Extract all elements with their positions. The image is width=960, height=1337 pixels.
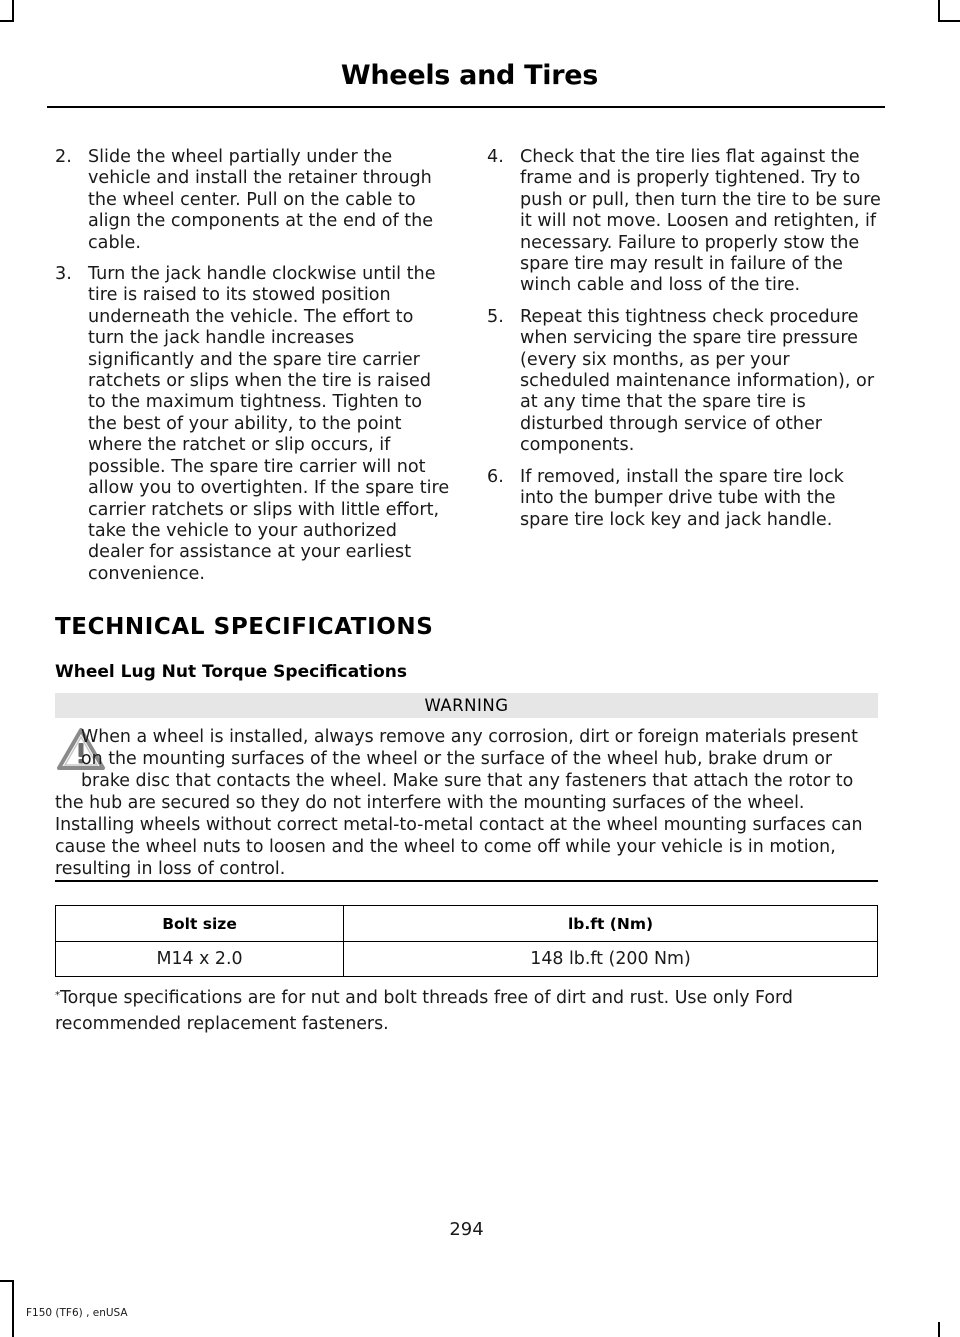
header-divider: [47, 106, 885, 108]
warning-label: WARNING: [55, 693, 878, 718]
footnote: [55, 985, 881, 1037]
list-item: [55, 147, 453, 254]
footer-document-id: F150 (TF6) , enUSA: [26, 1307, 128, 1319]
table-row: [56, 942, 878, 977]
crop-mark: [938, 1322, 940, 1337]
step-text: Slide the wheel partially under the vehicle and install the retainer through the wheel center. Pull on the cable to align the components at the end of the cable.: [88, 147, 434, 253]
warning-text: [55, 726, 881, 880]
list-item: [487, 467, 882, 531]
step-text: If removed, install the spare tire lock into the bumper drive tube with the spare tire lock key and jack handle.: [520, 466, 844, 530]
crop-mark: [12, 1280, 14, 1337]
crop-mark: [938, 20, 960, 22]
torque-spec-table: [55, 905, 878, 977]
step-text: Turn the jack handle clockwise until the tire is raised to its stowed position underneath the vehicle. The effort to turn the jack handle increases significantly and the spare tire carrier ratchets or slips when the tire is raised to the maximum tightness. Tighten to the best of your ability, to the point where the ratchet or slip occurs, if possible. The spare tire carrier will not allow you to overtighten. If the spare tire carrier ratchets or slips with little effort, take the vehicle to your authorized dealer for assistance at your earliest convenience.: [88, 264, 450, 584]
list-item: [487, 307, 882, 457]
list-item: [487, 147, 882, 297]
table-header-row: [56, 906, 878, 942]
warning-divider: [55, 880, 878, 882]
table-cell: 148 lb.ft (200 Nm): [344, 942, 878, 977]
subheading: Wheel Lug Nut Torque Specifications: [55, 662, 408, 682]
crop-mark: [938, 0, 940, 22]
step-number: 2.: [55, 147, 72, 167]
page-title: Wheels and Tires: [340, 60, 598, 91]
right-column: [487, 147, 882, 541]
footnote-text: Torque specifications are for nut and bolt threads free of dirt and rust. Use only Ford recommended replacement fasteners.: [55, 988, 793, 1034]
step-number: 5.: [487, 306, 504, 327]
step-text: Repeat this tightness check procedure when servicing the spare tire pressure (every six months, as per your scheduled maintenance information), or at any time that the spare tire is disturbed through service of other components.: [520, 306, 875, 456]
step-number: 6.: [487, 466, 504, 487]
table-cell: M14 x 2.0: [56, 942, 344, 977]
crop-mark: [12, 0, 14, 22]
page-number: 294: [449, 1219, 484, 1240]
step-text: Check that the tire lies flat against the frame and is properly tightened. Try to push or pull, then turn the tire to be sure it will not move. Loosen and retighten, if necessary. Failure to properly stow the spare tire may result in failure of the winch cable and loss of the tire.: [520, 147, 881, 296]
crop-mark: [0, 20, 14, 22]
step-number: 3.: [55, 264, 72, 285]
column-header-bolt-size: Bolt size: [56, 906, 344, 942]
steps-list-left: [55, 147, 453, 585]
section-heading: TECHNICAL SPECIFICATIONS: [55, 614, 434, 640]
warning-body: When a wheel is installed, always remove any corrosion, dirt or foreign materials present on the mounting surfaces of the wheel or the surface of the wheel hub, brake drum or brake disc that contacts the wheel. Make sure that any fasteners that attach the rotor to the hub are secured so they do not interfere with the mounting surfaces of the wheel. Installing wheels without correct metal-to-metal contact at the wheel mounting surfaces can cause the wheel nuts to loosen and the wheel to come off while your vehicle is in motion, resulting in loss of control.: [55, 727, 863, 879]
column-header-torque: lb.ft (Nm): [344, 906, 878, 942]
left-column: [55, 147, 453, 595]
crop-mark: [0, 1280, 14, 1282]
step-number: 4.: [487, 147, 504, 167]
footnote-marker: *: [55, 990, 60, 1001]
list-item: [55, 264, 453, 585]
steps-list-right: [487, 147, 882, 531]
